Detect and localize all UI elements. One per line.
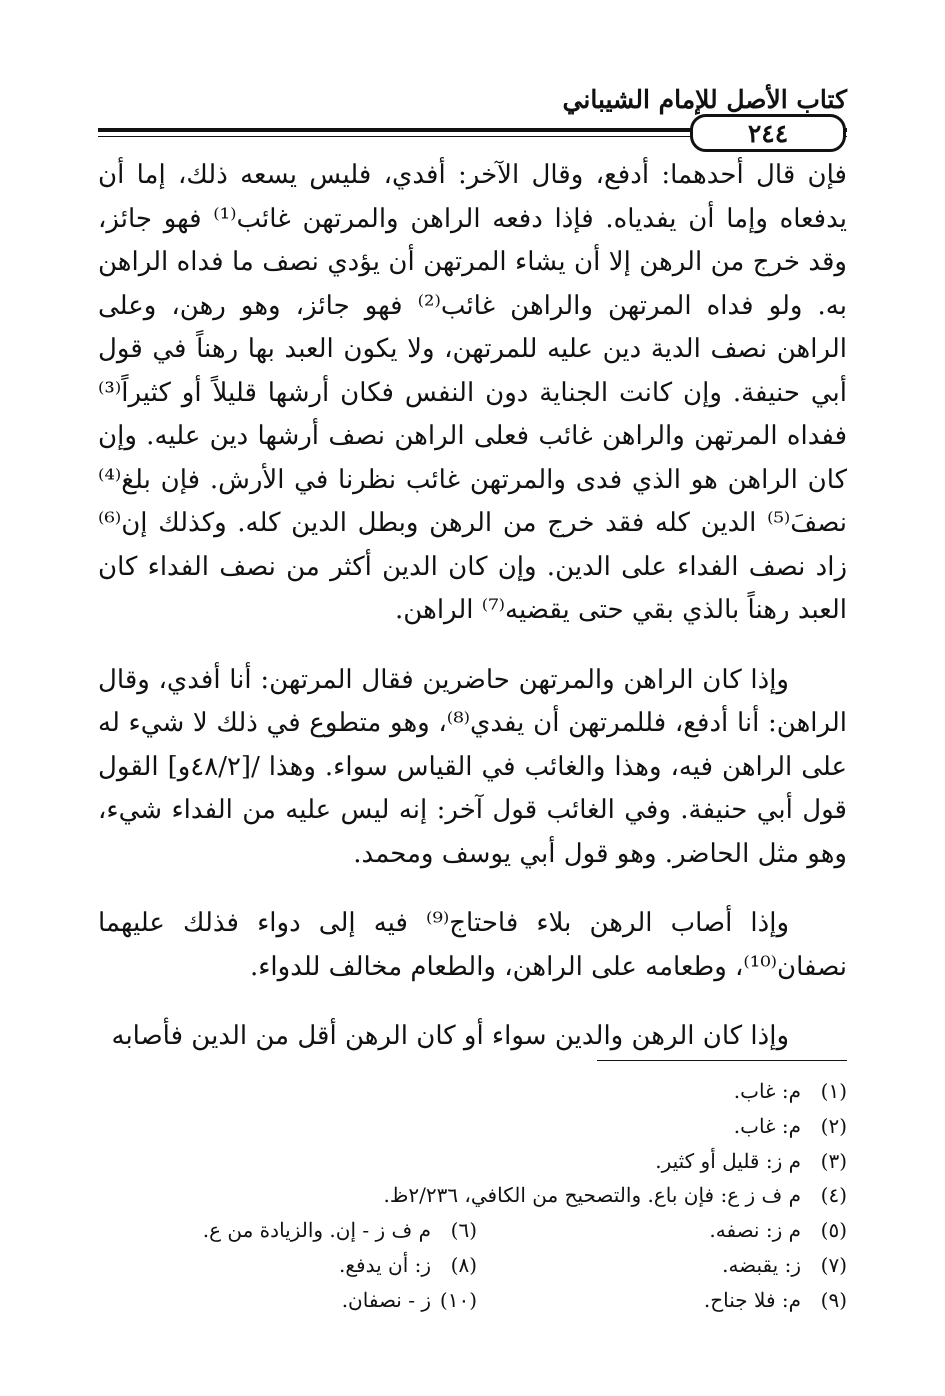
footnote: [107, 1248, 477, 1283]
footnote-number: (٦): [450, 1218, 477, 1243]
paragraph: وإذا كان الرهن والدين سواء أو كان الرهن أقل من الدين فأصابه: [111, 1021, 789, 1051]
footnote-text: م ف ز - إن. والزيادة من ع.: [202, 1218, 431, 1243]
footnote-number: (٥): [820, 1218, 847, 1243]
footnotes: [98, 1074, 847, 1318]
running-head-title: كتاب الأصل للإمام الشيباني: [562, 85, 847, 114]
footnote: [477, 1283, 847, 1318]
footnote-separator: [597, 1060, 847, 1061]
main-text: [98, 154, 847, 1085]
footnote: [477, 1248, 847, 1283]
footnote-text: م ز: قليل أو كثير.: [655, 1148, 801, 1173]
footnote-row: [98, 1074, 847, 1109]
footnote-text: ز - نصفان.: [341, 1287, 431, 1312]
footnote-text: ز: أن يدفع.: [339, 1252, 431, 1277]
footnote-number: (٨): [450, 1252, 477, 1277]
footnote-number: (٣): [820, 1148, 847, 1173]
footnote-text: م ف ز ع: فإن باع. والتصحيح من الكافي، ٢/٢٣٦ظ.: [383, 1183, 801, 1208]
footnote: [655, 1144, 847, 1179]
footnote-row: [98, 1144, 847, 1179]
footnote: [734, 1074, 847, 1109]
footnote-text: م: غاب.: [733, 1113, 801, 1138]
footnote-row: [98, 1109, 847, 1144]
footnote-text: ز: يقبضه.: [722, 1252, 801, 1277]
paragraph: فإن قال أحدهما: أدفع، وقال الآخر: أفدي، فليس يسعه ذلك، إما أن يدفعاه وإما أن يفدياه. فإذا دفعه الراهن والمرتهن غائب⁽¹⁾ فهو جائز، وقد خرج من الرهن إلا أن يشاء المرتهن أن يؤدي نصف ما فداه الراهن به. ولو فداه المرتهن والراهن غائب⁽²⁾ فهو جائز، وهو رهن، وعلى الراهن نصف الدية دين عليه للمرتهن، ولا يكون العبد بها رهناً في قول أبي حنيفة. وإن كانت الجناية دون النفس فكان أرشها قليلاً أو كثيراً⁽³⁾ ففداه المرتهن والراهن غائب فعلى الراهن نصف أرشها دين عليه. وإن كان الراهن هو الذي فدى والمرتهن غائب نظرنا في الأرش. فإن بلغ⁽⁴⁾ نصفَ⁽⁵⁾ الدين كله فقد خرج من الرهن وبطل الدين كله. وكذلك إن⁽⁶⁾ زاد نصف الفداء على الدين. وإن كان الدين أكثر من نصف الفداء كان العبد رهناً بالذي بقي حتى يقضيه⁽⁷⁾ الراهن.: [98, 160, 848, 625]
footnote-number: (٩): [820, 1287, 847, 1312]
footnote-row: [98, 1248, 847, 1283]
footnote-text: م: غاب.: [733, 1079, 801, 1103]
footnote-number: (١): [820, 1079, 847, 1103]
footnote-row: [98, 1178, 847, 1213]
footnote: [384, 1178, 848, 1213]
footnote: [107, 1283, 477, 1318]
footnote: [107, 1213, 477, 1248]
footnote-number: (٢): [820, 1113, 847, 1138]
footnote-number: (٤): [820, 1183, 847, 1208]
footnote-number: (٧): [820, 1252, 847, 1277]
footnote-text: م ز: نصفه.: [709, 1218, 801, 1243]
footnote-text: م: فلا جناح.: [703, 1287, 801, 1312]
footnote-number: (١٠): [439, 1287, 477, 1312]
footnote-row: [98, 1283, 847, 1318]
footnote: [477, 1213, 847, 1248]
page-number: ٢٤٤: [690, 114, 846, 152]
paragraph: وإذا أصاب الرهن بلاء فاحتاج⁽⁹⁾ فيه إلى دواء فذلك عليهما نصفان⁽¹⁰⁾، وطعامه على الراهن، والطعام مخالف للدواء.: [98, 908, 847, 982]
footnote: [734, 1109, 847, 1144]
footnote-row: [98, 1213, 847, 1248]
paragraph: وإذا كان الراهن والمرتهن حاضرين فقال المرتهن: أنا أفدي، وقال الراهن: أنا أدفع، فللمرتهن أن يفدي⁽⁸⁾، وهو متطوع في ذلك لا شيء له على الراهن فيه، وهذا والغائب في القياس سواء. وهذا /[٤٨/٢و] القول قول أبي حنيفة. وفي الغائب قول آخر: إنه ليس عليه من الفداء شيء، وهو مثل الحاضر. وهو قول أبي يوسف ومحمد.: [98, 664, 848, 869]
